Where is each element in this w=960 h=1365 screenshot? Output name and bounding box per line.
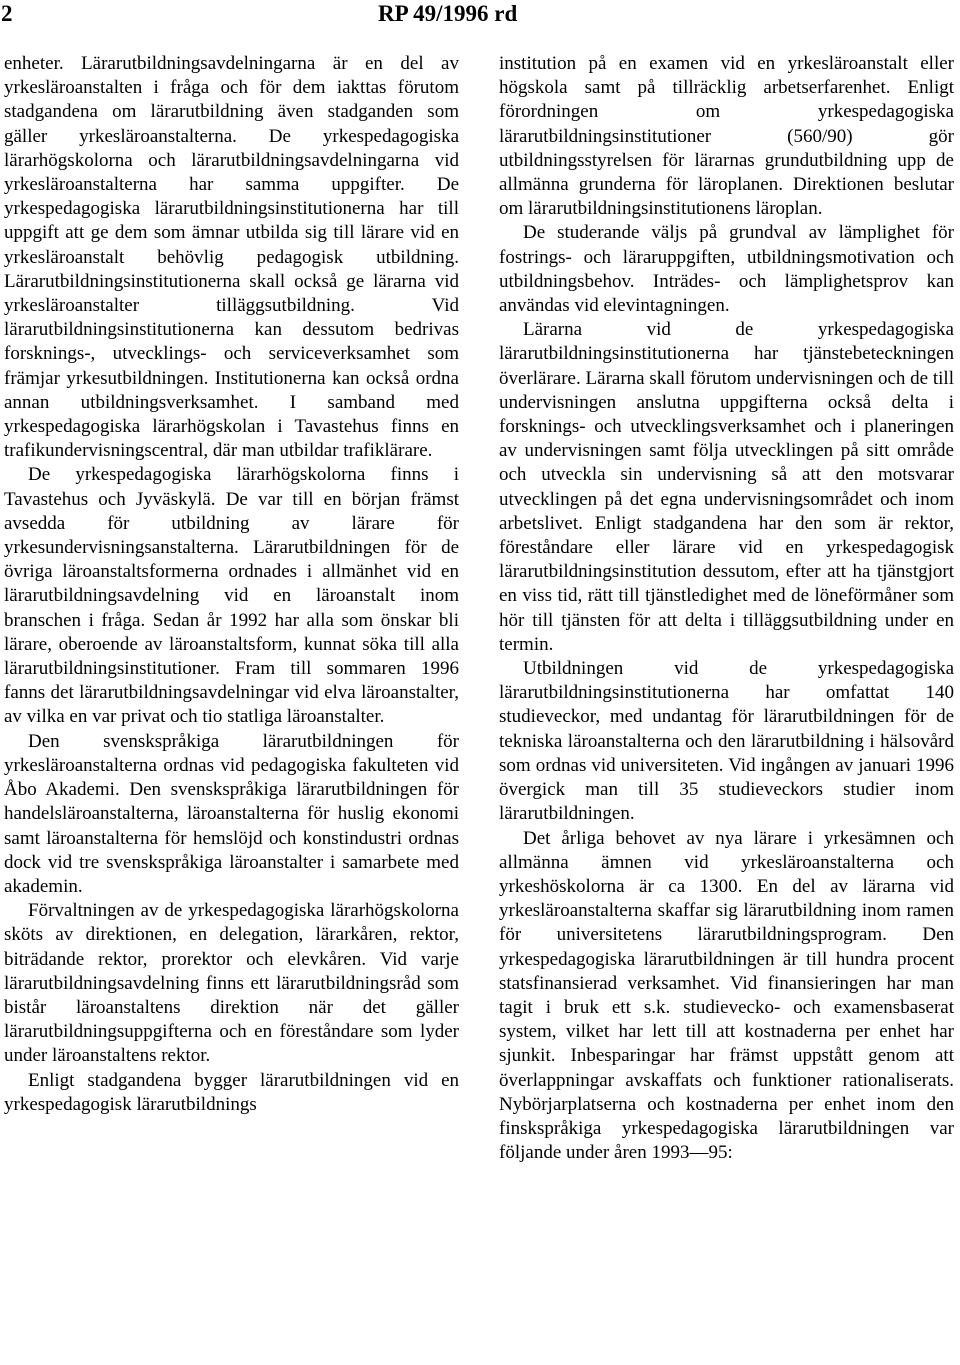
page-header xyxy=(0,0,960,32)
paragraph: Det årliga behovet av nya lärare i yrkesämnen och allmänna ämnen vid yrkesläroanstalterna och yrkeshöskolorna är ca 1300. En del av lärarna vid yrkesläroanstalterna skaffar sig lärarutbildning inom ramen för universitetens lärarutbildningsprogram. Den yrkespedagogiska lärarutbildningen är till hundra procent statsfinansierad verksamhet. Vid finansieringen har man tagit i bruk ett s.k. studievecko- och examensbaserat system, vilket har lett till att kostnaderna per enhet har sjunkit. Inbesparingar har främst uppstått genom att överlappningar avskaffats och funktioner rationaliserats. Nybörjarplatserna och kostnaderna per enhet inom den finskspråkiga yrkespedagogiska lärarutbildningen var följande under åren 1993—95: xyxy=(499,827,954,1164)
right-column xyxy=(499,52,954,1165)
left-column xyxy=(4,52,459,1117)
paragraph: Enligt stadgandena bygger lärarutbildningen vid en yrkespedagogisk lärarutbildnings xyxy=(4,1069,459,1115)
page-number: 2 xyxy=(1,1,13,26)
paragraph: De yrkespedagogiska lärarhögskolorna finns i Tavastehus och Jyväskylä. De var till en början främst avsedda för utbildning av lärare för yrkesundervisningsanstalterna. Lärarutbildningen för de övriga läroanstaltsformerna ordnades i allmänhet vid en lärarutbildningsavdelning vid en läroanstalt inom branschen i fråga. Sedan år 1992 har alla som önskar bli lärare, oberoende av läroanstaltsform, kunnat söka till alla lärarutbildningsinstitutioner. Fram till sommaren 1996 fanns det lärarutbildningsavdelningar vid elva läroanstalter, av vilka en var privat och tio statliga läroanstalter. xyxy=(4,464,459,728)
paragraph: institution på en examen vid en yrkesläroanstalt eller högskola samt på tillräcklig arbetserfarenhet. Enligt förordningen om yrkespedagogiska lärarutbildningsinstitutioner (560/90) gör utbildningsstyrelsen för lärarnas grundutbildning upp de allmänna grunderna för läroplanen. Direktionen beslutar om lärarutbildningsinstitutionens läroplan. xyxy=(499,53,954,220)
paragraph: Lärarna vid de yrkespedagogiska lärarutbildningsinstitutionerna har tjänstebeteckningen överlärare. Lärarna skall förutom undervisningen och de till undervisningen anslutna uppgifterna också delta i forsknings- och utvecklingsverksamhet och i planeringen av undervisningen samt följa utvecklingen på sitt område och utveckla sin undervisning så att den motsvarar utvecklingen på det egna undervisningsområdet och inom arbetslivet. Enligt stadgandena har den som är rektor, föreståndare eller lärare vid en yrkespedagogisk lärarutbildningsinstitution dessutom, efter att ha tjänstgjort en viss tid, rätt till tjänstledighet med de löneförmåner som hör till tjänsten för att delta i tilläggsutbildning under en termin. xyxy=(499,319,954,655)
paragraph: Den svenskspråkiga lärarutbildningen för yrkesläroanstalterna ordnas vid pedagogiska fakulteten vid Åbo Akademi. Den svenskspråkiga lärarutbildningen för handelsläroanstalterna, läroanstalterna för huslig ekonomi samt läroanstalterna för hemslöjd och konstindustri ordnas dock vid tre svenskspråkiga läroanstalter i samarbete med akademin. xyxy=(4,730,459,897)
paragraph: Förvaltningen av de yrkespedagogiska lärarhögskolorna sköts av direktionen, en delegation, lärarkåren, rektor, biträdande rektor, prorektor och elevkåren. Vid varje lärarutbildningsavdelning finns ett lärarutbildningsråd som bistår läroanstaltens direktion när det gäller lärarutbildningsuppgifterna och en föreståndare som lyder under läroanstaltens rektor. xyxy=(4,900,459,1067)
paragraph: enheter. Lärarutbildningsavdelningarna är en del av yrkesläroanstalten i fråga och för dem iakttas förutom stadgandena om lärarutbildning även stadganden som gäller yrkesläroanstalterna. De yrkespedagogiska lärarhögskolorna och lärarutbildningsavdelningarna vid yrkesläroanstalterna har samma uppgifter. De yrkespedagogiska lärarutbildningsinstitutionerna har till uppgift att ge dem som ämnar utbilda sig till lärare vid en yrkesläroanstalt behövlig pedagogisk utbildning. Lärarutbildningsinstitutionerna skall också ge lärarna vid yrkesläroanstalter tilläggsutbildning. Vid lärarutbildningsinstitutionerna kan dessutom bedrivas forsknings-, utvecklings- och serviceverksamhet som främjar yrkesutbildningen. Institutionerna kan också ordna annan utbildningsverksamhet. I samband med yrkespedagogiska lärarhögskolan i Tavastehus finns en trafikundervisningscentral, där man utbildar trafiklärare. xyxy=(4,53,459,462)
paragraph: De studerande väljs på grundval av lämplighet för fostrings- och läraruppgiften, utbildningsmotivation och utbildningsbehov. Inträdes- och lämplighetsprov kan användas vid elevintagningen. xyxy=(499,222,954,317)
paragraph: Utbildningen vid de yrkespedagogiska lärarutbildningsinstitutionerna har omfattat 140 studieveckor, med undantag för lärarutbildningen för de tekniska läroanstalterna och den lärarutbildning i hälsovård som ordnas vid universiteten. Vid ingången av januari 1996 övergick man till 35 studieveckors studier inom lärarutbildningen. xyxy=(499,658,954,825)
running-title: RP 49/1996 rd xyxy=(378,1,518,26)
